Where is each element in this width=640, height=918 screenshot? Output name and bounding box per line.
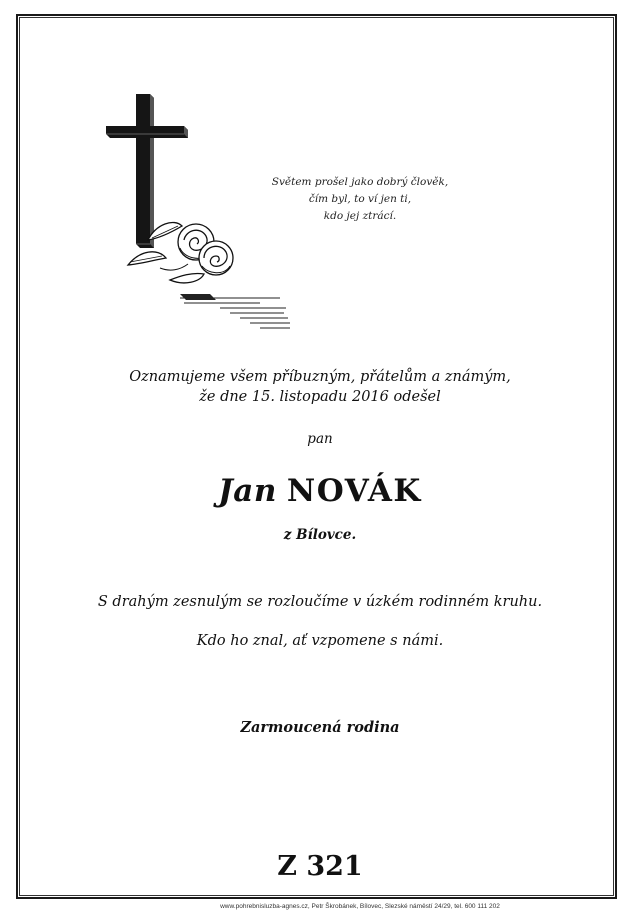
farewell-text: S drahým zesnulým se rozloučíme v úzkém rodinném kruhu. [97, 594, 543, 610]
grave-steps [180, 294, 290, 328]
footer-imprint: www.pohrebnisluzba-agnes.cz, Petr Škrobánek, Bílovec, Slezské náměstí 24/29, tel. 600 111 202 [220, 903, 500, 910]
first-name: Jan [218, 473, 277, 509]
announcement [60, 367, 580, 407]
remember-text: Kdo ho znal, ať vzpomene s námi. [196, 633, 444, 649]
origin: z Bílovce. [283, 527, 357, 543]
poem-line: Světem prošel jako dobrý člověk, [271, 176, 449, 188]
announcement-line: že dne 15. listopadu 2016 odešel [199, 389, 441, 405]
poem-line: čím byl, to ví jen ti, [308, 193, 412, 205]
template-code: Z 321 [277, 851, 363, 882]
poem-line: kdo jej ztrácí. [323, 210, 397, 222]
announcement-line: Oznamujeme všem příbuzným, přátelům a známým, [129, 369, 511, 385]
deceased-name [60, 473, 580, 509]
surname: NOVÁK [286, 473, 422, 509]
honorific: pan [307, 431, 333, 447]
poem [270, 174, 450, 225]
signature: Zarmoucená rodina [240, 719, 400, 736]
